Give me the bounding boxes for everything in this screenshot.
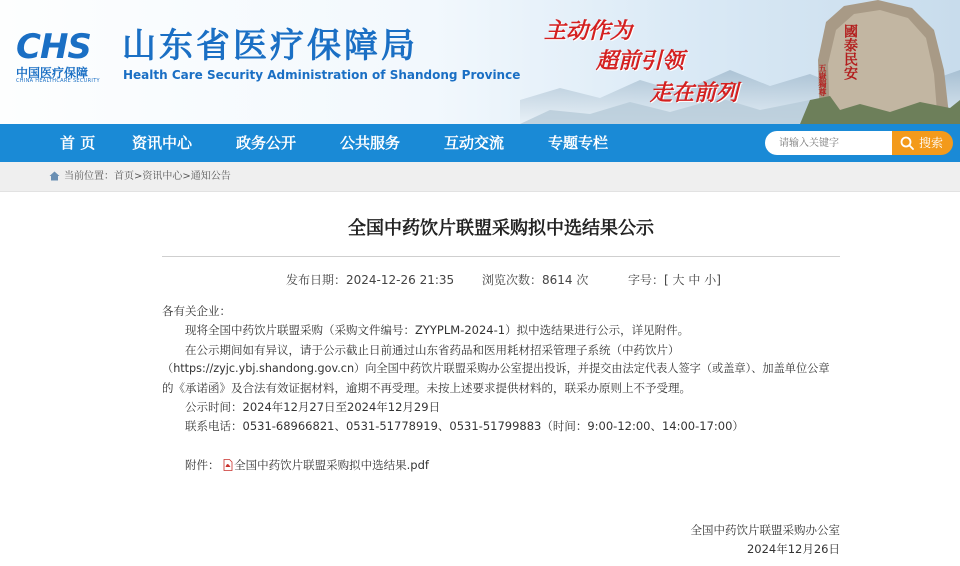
font-size-open-bracket: [ — [664, 273, 669, 287]
contact-phone: 联系电话：0531-68966821、0531-51778919、0531-51799883（时间：9:00-12:00、14:00-17:00） — [185, 419, 744, 433]
font-size-small[interactable]: 小 — [704, 273, 717, 287]
publish-date-value: 2024-12-26 21:35 — [346, 273, 455, 287]
article-paragraph-2-line-3: 的《承诺函》及合法有效证据材料，逾期不再受理。未按上述要求提供材料的，联采办原则上不予受理。 — [162, 381, 691, 395]
article-greeting: 各有关企业： — [162, 304, 231, 318]
publish-date-label: 发布日期： — [286, 273, 347, 287]
publish-date — [286, 271, 454, 288]
rock-inscription-side: 五嶽獨尊 — [818, 64, 828, 96]
nav-item-special-topics[interactable]: 专题专栏 — [548, 134, 609, 152]
sign-date: 2024年12月26日 — [746, 542, 840, 556]
font-size-large[interactable]: 大 — [672, 273, 685, 287]
search-button[interactable] — [892, 131, 953, 155]
publicity-period: 公示时间：2024年12月27日至2024年12月29日 — [185, 400, 441, 414]
search-icon — [900, 136, 914, 150]
font-size-medium[interactable]: 中 — [688, 273, 701, 287]
logo-letters: CHS — [16, 27, 91, 67]
pdf-file-icon — [223, 459, 233, 471]
logo-english-text: CHINA HEALTHCARE SECURITY — [16, 78, 100, 84]
slogan-line-1: 主动作为 — [544, 18, 633, 44]
home-icon — [49, 171, 60, 181]
signer-name: 全国中药饮片联盟采购办公室 — [690, 523, 840, 537]
chs-logo[interactable] — [16, 27, 104, 84]
search-input[interactable] — [765, 131, 893, 155]
title-divider — [162, 256, 840, 257]
site-header — [0, 0, 960, 124]
article-paragraph-1: 现将全国中药饮片联盟采购（采购文件编号：ZYYPLM-2024-1）拟中选结果进行公示，详见附件。 — [185, 323, 690, 337]
site-title: 山东省医疗保障局 — [122, 26, 418, 66]
nav-item-home[interactable]: 首 页 — [60, 134, 96, 152]
view-count-value: 8614 次 — [542, 273, 589, 287]
attachment — [185, 457, 429, 473]
article-paragraph-2-line-1: 在公示期间如有异议，请于公示截止日前通过山东省药品和医用耗材招采管理子系统（中药饮片） — [185, 343, 680, 357]
nav-item-news[interactable]: 资讯中心 — [132, 134, 193, 152]
attachment-label: 附件： — [185, 458, 220, 472]
rock-inscription-main: 國泰民安 — [842, 24, 858, 80]
site-subtitle: Health Care Security Administration of Shandong Province — [123, 68, 521, 82]
nav-item-government-affairs[interactable]: 政务公开 — [236, 134, 297, 152]
nav-item-public-services[interactable]: 公共服务 — [340, 134, 401, 152]
slogan-line-2: 超前引领 — [596, 48, 685, 74]
view-count-label: 浏览次数： — [482, 273, 543, 287]
article-title: 全国中药饮片联盟采购拟中选结果公示 — [348, 218, 654, 239]
search-box — [765, 131, 953, 155]
font-size-close-bracket: ] — [716, 273, 721, 287]
logo-chinese-text: 中国医疗保障 — [16, 66, 89, 80]
search-button-label: 搜索 — [919, 136, 944, 150]
taishan-rock-image — [800, 0, 960, 124]
article-paragraph-2-line-2: （https://zyjc.ybj.shandong.gov.cn）向全国中药饮片联盟采购办公室提出投诉，并提交由法定代表人签字（或盖章）、加盖单位公章 — [162, 362, 830, 375]
font-size-label: 字号： — [628, 273, 665, 287]
nav-item-interaction[interactable]: 互动交流 — [444, 134, 505, 152]
attachment-link[interactable] — [223, 458, 429, 472]
slogan-line-3: 走在前列 — [650, 80, 739, 106]
breadcrumb-bar — [0, 162, 960, 192]
attachment-filename: 全国中药饮片联盟采购拟中选结果.pdf — [234, 458, 429, 472]
breadcrumb-text[interactable]: 当前位置：首页>资讯中心>通知公告 — [64, 171, 231, 182]
font-size-switcher — [628, 271, 721, 288]
view-count — [482, 271, 588, 288]
